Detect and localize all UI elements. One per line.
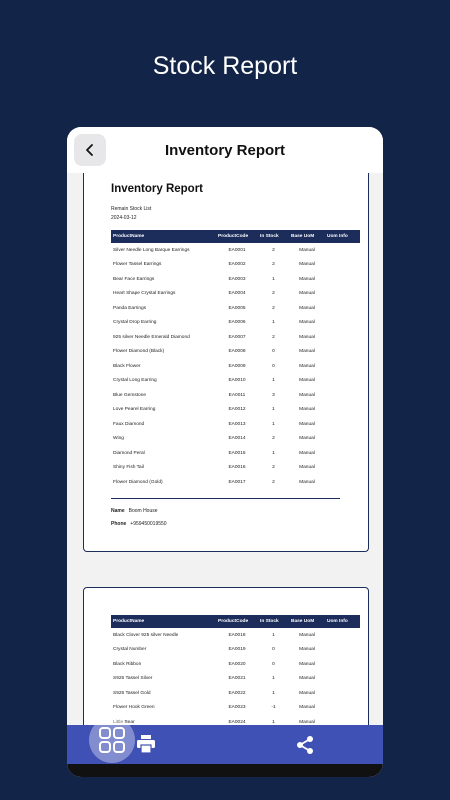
cell-product-code: EA0017 <box>228 479 246 485</box>
cell-in-stock: 1 <box>272 450 275 456</box>
cell-product-name: Black Flower <box>113 363 141 369</box>
cell-product-code: EA0013 <box>228 421 246 427</box>
phone-screen <box>67 127 383 777</box>
table-row <box>111 475 360 490</box>
table-row <box>111 657 360 672</box>
cell-uom-info <box>325 643 360 658</box>
cell-uom-info <box>325 446 360 461</box>
cell-product-name: Wing <box>113 436 124 442</box>
table-row <box>111 432 360 447</box>
cell-product-name: Panda Earrings <box>113 305 147 311</box>
cell-in-stock: 2 <box>272 291 275 297</box>
table-row <box>111 403 360 418</box>
cell-base-uom: Manual <box>299 436 315 442</box>
cell-product-name: Love Pearel Earring <box>113 407 156 413</box>
cell-base-uom: Manual <box>299 719 315 725</box>
cell-product-name: Crystal Drop Earring <box>113 320 157 326</box>
cell-uom-info <box>325 686 360 701</box>
cell-base-uom: Manual <box>299 479 315 485</box>
cell-product-name: Bear Face Earrings <box>113 276 155 282</box>
report-page-1 <box>83 173 369 552</box>
cell-in-stock: 1 <box>272 320 275 326</box>
cell-uom-info <box>325 628 360 643</box>
column-header: ProductName <box>111 230 216 243</box>
column-header: ProductCode <box>216 615 258 628</box>
cell-product-name: Crystal Number <box>113 647 147 653</box>
cell-product-name: Little Bear <box>113 719 135 725</box>
banner-title: Stock Report <box>152 52 298 80</box>
cell-product-name: Silver Needle Long Barque Earrings <box>113 247 190 253</box>
cell-product-code: EA0011 <box>228 392 246 398</box>
column-header: Base UoM <box>289 615 325 628</box>
cell-base-uom: Manual <box>299 276 315 282</box>
table-row <box>111 301 360 316</box>
cell-uom-info <box>325 301 360 316</box>
cell-in-stock: 1 <box>272 690 275 696</box>
table-row <box>111 243 360 258</box>
cell-uom-info <box>325 359 360 374</box>
cell-product-code: EA0010 <box>228 378 246 384</box>
table-row <box>111 672 360 687</box>
footer-name-value: Boom House <box>128 508 158 514</box>
table-row <box>111 345 360 360</box>
table-row <box>111 316 360 331</box>
cell-uom-info <box>325 374 360 389</box>
cell-product-code: EA0007 <box>228 334 246 340</box>
system-navigation-bar <box>67 764 383 777</box>
cell-base-uom: Manual <box>299 465 315 471</box>
cell-uom-info <box>325 388 360 403</box>
print-icon <box>136 735 156 753</box>
cell-base-uom: Manual <box>299 305 315 311</box>
table-row <box>111 715 360 725</box>
cell-uom-info <box>325 657 360 672</box>
table-row <box>111 388 360 403</box>
cell-product-code: EA0003 <box>228 276 246 282</box>
column-header: Uom Info <box>325 615 360 628</box>
cell-base-uom: Manual <box>299 392 315 398</box>
cell-uom-info <box>325 345 360 360</box>
table-row <box>111 287 360 302</box>
table-row <box>111 628 360 643</box>
cell-product-code: EA0020 <box>228 661 246 667</box>
footer-phone-label: Phone <box>111 521 127 527</box>
cell-base-uom: Manual <box>299 320 315 326</box>
inventory-table-continued <box>111 615 360 725</box>
cell-in-stock: 2 <box>272 479 275 485</box>
cell-product-name: Heart Shape Crystal Earrings <box>113 291 176 297</box>
table-row <box>111 643 360 658</box>
cell-uom-info <box>325 316 360 331</box>
cell-base-uom: Manual <box>299 690 315 696</box>
cell-product-name: Black Clover 925 silver Needle <box>113 632 179 638</box>
cell-uom-info <box>325 432 360 447</box>
cell-in-stock: 0 <box>272 349 275 355</box>
cell-product-name: Flower Hook Green <box>113 705 155 711</box>
cell-product-name: Shiny Fish Tail <box>113 465 144 471</box>
cell-product-name: Blue Gemstone <box>113 392 147 398</box>
cell-base-uom: Manual <box>299 262 315 268</box>
cell-product-code: EA0015 <box>228 450 246 456</box>
column-header: Uom Info <box>325 230 360 243</box>
cell-base-uom: Manual <box>299 363 315 369</box>
cell-product-name: Black Ribbon <box>113 661 142 667</box>
cell-base-uom: Manual <box>299 647 315 653</box>
cell-uom-info <box>325 258 360 273</box>
cell-product-code: EA0022 <box>228 690 246 696</box>
cell-base-uom: Manual <box>299 661 315 667</box>
footer-phone <box>111 521 167 527</box>
grid-menu-button[interactable] <box>89 717 135 763</box>
cell-uom-info <box>325 287 360 302</box>
cell-uom-info <box>325 243 360 258</box>
cell-product-name: Crystal Long Earring <box>113 378 157 384</box>
table-row <box>111 701 360 716</box>
cell-in-stock: 3 <box>272 392 275 398</box>
app-bar-title: Inventory Report <box>164 142 285 159</box>
cell-product-code: EA0021 <box>228 676 246 682</box>
cell-uom-info <box>325 403 360 418</box>
footer-name-label: Name <box>111 508 125 514</box>
cell-in-stock: 1 <box>272 276 275 282</box>
print-button[interactable] <box>135 734 157 754</box>
cell-uom-info <box>325 475 360 490</box>
column-header: In Stock <box>258 615 289 628</box>
cell-product-code: EA0018 <box>228 632 246 638</box>
cell-in-stock: 0 <box>272 363 275 369</box>
cell-base-uom: Manual <box>299 676 315 682</box>
cell-in-stock: 2 <box>272 436 275 442</box>
table-row <box>111 330 360 345</box>
cell-product-code: EA0019 <box>228 647 246 653</box>
footer-name <box>111 508 158 514</box>
table-row <box>111 359 360 374</box>
cell-base-uom: Manual <box>299 450 315 456</box>
cell-uom-info <box>325 701 360 716</box>
table-header-row <box>111 230 360 243</box>
table-row <box>111 446 360 461</box>
cell-in-stock: 0 <box>272 661 275 667</box>
cell-product-name: Flower Diamond (Black) <box>113 349 165 355</box>
cell-in-stock: 1 <box>272 421 275 427</box>
cell-product-name: 925 silver Needle Emerald Diamond <box>113 334 190 340</box>
footer-phone-value: +959450019550 <box>130 521 167 527</box>
share-button[interactable] <box>294 734 316 756</box>
column-header: In Stock <box>258 230 289 243</box>
cell-product-code: EA0006 <box>228 320 246 326</box>
cell-product-name: Flower Tassel Earrings <box>113 262 162 268</box>
cell-in-stock: 2 <box>272 465 275 471</box>
cell-in-stock: 2 <box>272 334 275 340</box>
cell-product-code: EA0009 <box>228 363 246 369</box>
cell-product-code: EA0005 <box>228 305 246 311</box>
cell-product-name: S925 Tassel Gold <box>113 690 151 696</box>
cell-uom-info <box>325 272 360 287</box>
cell-product-name: Faux Diamond <box>113 421 145 427</box>
grid-icon <box>98 726 126 754</box>
cell-in-stock: -1 <box>271 705 276 711</box>
table-row <box>111 272 360 287</box>
cell-product-code: EA0012 <box>228 407 246 413</box>
cell-in-stock: 2 <box>272 247 275 253</box>
cell-product-name: S925 Tassel Silver <box>113 676 153 682</box>
cell-in-stock: 1 <box>272 378 275 384</box>
cell-base-uom: Manual <box>299 632 315 638</box>
table-row <box>111 417 360 432</box>
cell-in-stock: 1 <box>272 676 275 682</box>
report-title: Inventory Report <box>111 183 204 195</box>
cell-base-uom: Manual <box>299 407 315 413</box>
column-header: ProductCode <box>216 230 258 243</box>
cell-product-code: EA0002 <box>228 262 246 268</box>
cell-in-stock: 1 <box>272 719 275 725</box>
cell-in-stock: 2 <box>272 262 275 268</box>
report-date: 2024-03-12 <box>111 215 137 221</box>
cell-product-name: Diamond Peral <box>113 450 145 456</box>
cell-uom-info <box>325 330 360 345</box>
table-row <box>111 374 360 389</box>
table-row <box>111 258 360 273</box>
cell-base-uom: Manual <box>299 421 315 427</box>
app-bar <box>67 127 383 173</box>
cell-in-stock: 1 <box>272 407 275 413</box>
cell-uom-info <box>325 417 360 432</box>
share-icon <box>296 735 314 755</box>
cell-base-uom: Manual <box>299 291 315 297</box>
cell-product-name: Flower Diamond (Gold) <box>113 479 163 485</box>
cell-product-code: EA0016 <box>228 465 246 471</box>
cell-base-uom: Manual <box>299 378 315 384</box>
cell-base-uom: Manual <box>299 705 315 711</box>
table-row <box>111 686 360 701</box>
inventory-table <box>111 230 360 490</box>
cell-in-stock: 2 <box>272 305 275 311</box>
column-header: ProductName <box>111 615 216 628</box>
table-header-row <box>111 615 360 628</box>
cell-base-uom: Manual <box>299 247 315 253</box>
cell-product-code: EA0023 <box>228 705 246 711</box>
report-subtitle: Remain Stock List <box>111 206 152 212</box>
cell-product-code: EA0004 <box>228 291 246 297</box>
cell-product-code: EA0014 <box>228 436 246 442</box>
document-preview[interactable] <box>67 173 383 725</box>
cell-in-stock: 0 <box>272 647 275 653</box>
cell-product-code: EA0001 <box>228 247 246 253</box>
cell-product-code: EA0024 <box>228 719 246 725</box>
cell-base-uom: Manual <box>299 334 315 340</box>
table-row <box>111 461 360 476</box>
cell-in-stock: 1 <box>272 632 275 638</box>
cell-uom-info <box>325 672 360 687</box>
divider <box>111 498 340 499</box>
column-header: Base UoM <box>289 230 325 243</box>
report-page-2 <box>83 587 369 725</box>
cell-product-code: EA0008 <box>228 349 246 355</box>
cell-base-uom: Manual <box>299 349 315 355</box>
cell-uom-info <box>325 461 360 476</box>
cell-uom-info <box>325 715 360 725</box>
